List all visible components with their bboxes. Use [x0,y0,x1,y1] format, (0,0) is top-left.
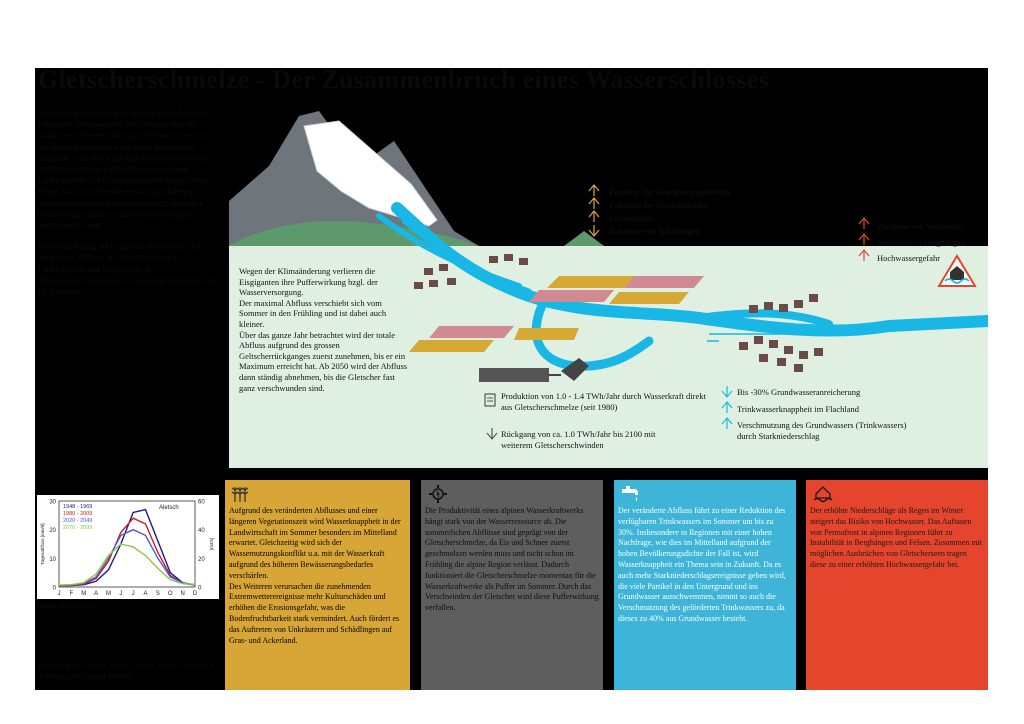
x-tick-label: M [81,591,87,597]
legend-entry: 2070 - 2099 [63,525,93,531]
station-label: Aletsch [159,505,179,511]
y-tick-right: 60 [198,499,205,506]
x-tick-label: J [131,591,135,597]
y-tick-right: 20 [198,556,205,563]
wheat-icon [231,484,253,504]
agriculture-panel [225,480,410,690]
flood-text: Der erhöhte Niederschläge als Regen im Winter steigert das Risiko von Hochwasser. Das Auftauen von Permafrost in alpinen Regionen führt zu Instabilität in Berghängen und Felsen. Zusammen mit möglichen Ausbrüchen von Gletscherseen tragen diese zu einer erhöhten Hochwassergefahr bei. [810,506,983,569]
legend-entry: 2020 - 2049 [63,518,93,524]
x-tick-label: J [119,591,123,597]
drinking-water-panel [614,480,796,690]
legend-entry: 1948 - 1969 [63,504,93,510]
x-tick-label: M [105,591,111,597]
water-item-2: Trinkwasserknappheit im Flachland [737,404,859,414]
x-tick-label: F [69,591,74,597]
hydropower-panel [421,480,603,690]
agri-label-4: Zunahme von Schädlingen [609,226,701,236]
y-tick-left: 30 [49,499,56,506]
drinking-water-text: Der veränderte Abfluss führt zu einer Reduktion des verfügbaren Trinkwassers im Sommer um bis zu 30%. Insbesondere in Regionen mit einer hohen Nachfrage, wie dies im Mittelland aufgrund der hohen Bevölkerungsdichte der Fall ist, wird Wasserknappheit ein Thema sein in Zukunft. Da es auch mehr Starkniederschlagsereignisse geben wird, die viele Partikel in den Untergrund und ins Grundwasser ausschwemmen, nimmt so auch die Verschmutzung des geförderten Trinkwassers zu, da dieses zu 40% aus Grundwasser besteht. [618,506,786,623]
scene-main-text: Wegen der Klimaänderung verlieren die Eisgiganten ihre Pufferwirkung bzgl. der Wasserversorgung. Der maximal Abfluss verschiebt sich vom Sommer in den Frühling und ist dabei auch kleiner. Über das ganze Jahr betrachtet wird der totale Abfluss aufgrund des grossen Geltscherrückganges zuerst zunehmen, bis er ein Maximum erreicht hat. Ab 2050 wird der Abfluss dann ständig abnehmen, bis die Gletscher fast ganz verschwunden sind. [239,266,408,393]
y-tick-left: 10 [49,556,56,563]
runoff-chart-svg [37,495,219,599]
x-tick-label: J [57,591,61,597]
faucet-icon [620,484,642,504]
x-tick-label: A [94,591,99,597]
intro-paragraph: Diese Grafik zeigt die Folgen für die Schweiz: den veränderten Abfluss, die Auswirkungen auf Landwirtschaft und Wasserkraft, die Trinkwasserversorgung sowie das steigende Risiko von Hochwasser. [38,242,216,297]
chart-caption: Quelle: BAFU 2012 [38,602,95,610]
agri-arrows [589,185,599,236]
poster [35,68,988,690]
power-production-text: Produktion von 1.0 - 1.4 TWh/Jahr durch Wasserkraft direkt aus Gletscherschmelze (seit 1980) [501,391,706,412]
flood-panel [806,480,988,690]
legend-entry: 1980 - 2009 [63,511,93,517]
flood-label-3: Hochwassergefahr [877,253,941,263]
y-tick-left: 20 [49,528,56,535]
water-item-3: Verschmutzung des Grundwassers (Trinkwassers) durch Starkniederschlag [737,420,907,441]
agri-label-1: Zunahme des Bewässerungsbedarfs [609,187,731,197]
flood-label-1: Zunahme von Starkregen [877,221,963,231]
y-tick-right: 0 [198,585,202,592]
hill-small [564,231,604,246]
agri-label-2: Zunahme der Erosionsgefahr [609,200,708,210]
flood-label-2: Instabilität in Berghängen [877,237,966,247]
runoff-chart [37,495,219,599]
y-axis-label-left: Tagesabfluss [mm/d] [40,523,45,565]
agri-label-3: Ernteausfälle [609,213,654,223]
x-tick-label: S [155,591,160,597]
intro-paragraph: Die Gletscherschmelze wird zu einer der sichtbarsten Folgen des Klimawandels. Die Gletscher sind die natürlichen Wasserspeicher der Alpen und geben das Wasser im Sommer ab, wenn es am dringendsten gebraucht wird. Durch das Abschmelzen verlieren sie ihre Pufferwirkung, was für Wasserversorgung, Landwirtschaft und Energieproduktion weitreichende Folgen hat. Die Schmelzwasserabflüsse nehmen vorerst zu, erreichen dann ein Maximum und gehen danach stetig zurück, bis die Gletscher fast ganz verschwunden sind. [38,109,210,231]
gear-icon [427,484,449,504]
flood-house-icon [812,484,834,504]
credits: Infografik by: Carole Settler, Juliette Aymon, Rebekka Tettmann und Daniel Windler [38,661,213,681]
intro-text [38,108,216,307]
agriculture-text: Aufgrund des veränderten Abflusses und einer längeren Vegetationszeit wird Wasserknappheit in der Landwirtschaft im Sommer besonders im Mittelland erwartet. Gleichzeitig wird sich der Wassernutzungskonflikt u.a. mit der Wasserkraft aufgrund des höheren Bewässerungsbedarfes verschärfen. Des Weiteren verursachen die zunehmenden Extremwetterereignisse mehr Kulturschäden und erhöhen die Erosionsgefahr, was die Bodenfruchtbarkeit stark vermindert. Auch fördert es das Auftreten von Unkräutern und Schädlingen auf Gras- und Ackerland. [229,506,401,645]
hydropower-text: Die Produktivität eines alpinen Wasserkraftwerks hängt stark von der Wasserressource ab. Die sommerlichen Abflüsse sind geprägt von der Gletscherschmelze, da Eis und Schnee zuerst geschmolzen werden muss und nicht schon im Frühling die alpine Region verlässt. Dadurch funktioniert die Gletscherschmelze momentan für die Wasserkraftwerke als Puffer im Sommer. Durch das Verschwinden der Gletscher wird diese Pufferwirkung verfallen. [425,506,599,613]
y-tick-left: 0 [52,585,56,592]
x-tick-label: N [180,591,185,597]
x-tick-label: A [143,591,148,597]
y-tick-right: 40 [198,528,205,535]
power-decline-text: Rückgang von ca. 1.0 TWh/Jahr bis 2100 mit weiterem Gletscherschwinden [501,429,656,450]
x-tick-label: D [192,591,198,597]
page-title: Gletscherschmelze - Der Zusammenbruch eines Wasserschlosses [38,68,769,94]
x-tick-label: O [167,591,173,597]
glacier-scene [229,96,988,468]
water-item-1: Bis -30% Grundwasseranreicherung [737,387,861,397]
flood-arrows [859,218,869,261]
y-axis-label-right: [m3/s] [209,537,214,551]
